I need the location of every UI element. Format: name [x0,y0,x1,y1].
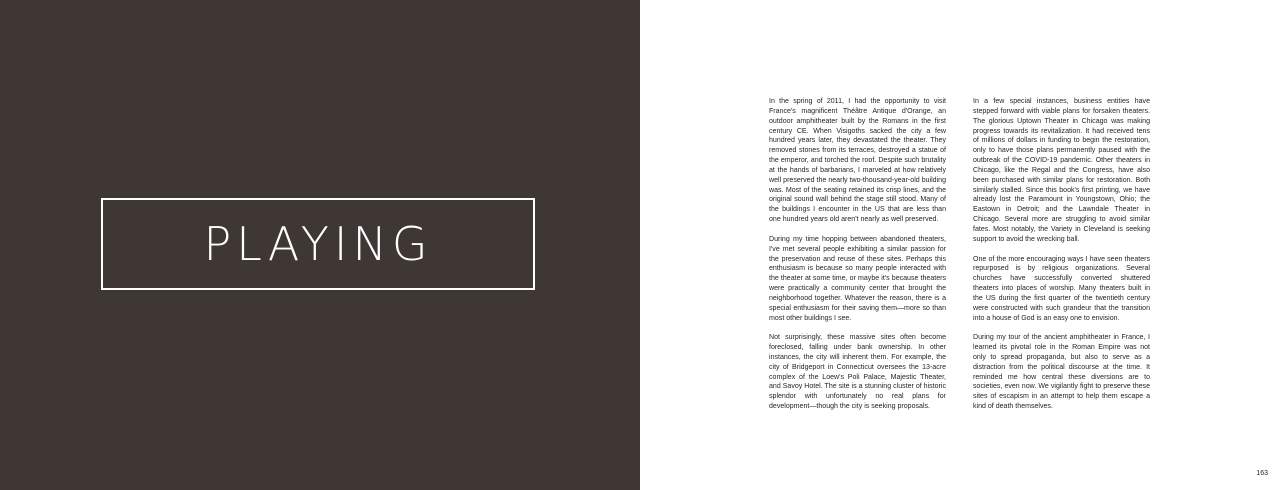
title-box [101,198,535,290]
page-number: 163 [1256,470,1268,477]
chapter-title: PLAYING [203,217,433,271]
paragraph: In a few special instances, business entities have stepped forward with viable plans for forsaken theaters. The glorious Uptown Theater in Chicago was making progress towards its revitalization. It had received tens of millions of dollars in funding to begin the restoration, only to have those plans permanently paused with the outbreak of the COVID-19 pandemic. Other theaters in Chicago, like the Regal and the Congress, have also been purchased with similar plans for restoration. Both similarly stalled. Since this book's first printing, we have already lost the Paramount in Youngstown, Ohio; the Eastown in Detroit; and the Lawndale Theater in Chicago. Several more are struggling to avoid similar fates. Most notably, the Variety in Cleveland is seeking support to avoid the wrecking ball. [973,98,1150,243]
paragraph: In the spring of 2011, I had the opportunity to visit France's magnificent Théâtre Antique d'Orange, an outdoor amphitheater built by the Romans in the first century CE. When Visigoths sacked the city a few hundred years later, they devastated the theater. They removed stones from its terraces, destroyed a statue of the emperor, and torched the roof. Despite such brutality at the hands of barbarians, I marveled at how relatively well preserved the nearly two-thousand-year-old building was. Most of the seating retained its crisp lines, and the original sound wall behind the stage still stood. Many of the buildings I encounter in the US that are less than one hundred years old aren't nearly as well preserved. [769,98,946,224]
paragraph: During my time hopping between abandoned theaters, I've met several people exhibiting a similar passion for the preservation and reuse of these sites. Perhaps this enthusiasm is because so many people interacted with the theater at some time, or maybe it's because theaters were practically a community center that brought the neighborhood together. Whatever the reason, there is a special enthusiasm for their saving them—more so than most other buildings I see. [769,235,946,322]
right-page [640,0,1280,490]
paragraph: During my tour of the ancient amphitheater in France, I learned its pivotal role in the Roman Empire was not only to spread propaganda, but also to serve as a distraction from the political discourse at the time. It reminded me how central these diversions are to societies, even now. We vigilantly fight to preserve these sites of escapism in an attempt to help them escape a kind of death themselves. [973,334,1150,411]
paragraph: One of the more encouraging ways I have seen theaters repurposed is by religious organizations. Several churches have successfully converted shuttered theaters into places of worship. Many theaters built in the US during the first quarter of the twentieth century were constructed with such grandeur that the transition into a house of God is an easy one to envision. [973,255,1150,322]
paragraph: Not surprisingly, these massive sites often become foreclosed, falling under bank ownership. In other instances, the city will inherent them. For example, the city of Bridgeport in Connecticut oversees the 13-acre complex of the Loew's Poli Palace, Majestic Theater, and Savoy Hotel. The site is a stunning cluster of historic splendor with unfortunately no real plans for development—though the city is seeking proposals. [769,334,946,411]
text-column-2 [973,97,1150,422]
text-column-1 [769,97,946,422]
